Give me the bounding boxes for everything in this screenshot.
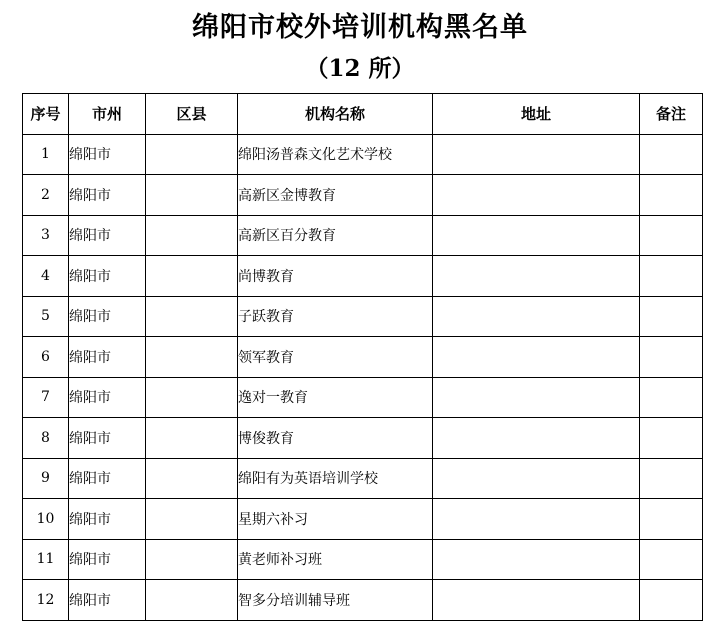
cell-city: 绵阳市: [69, 499, 146, 540]
cell-address: [433, 134, 640, 175]
cell-org-name: 博俊教育: [238, 418, 433, 459]
table-row: [23, 539, 703, 580]
cell-city: 绵阳市: [69, 458, 146, 499]
cell-address: [433, 458, 640, 499]
cell-city: 绵阳市: [69, 215, 146, 256]
cell-address: [433, 418, 640, 459]
cell-city: 绵阳市: [69, 539, 146, 580]
cell-org-name: 绵阳有为英语培训学校: [238, 458, 433, 499]
table-header-row: [23, 94, 703, 135]
cell-seq: 3: [23, 215, 69, 256]
cell-city: 绵阳市: [69, 256, 146, 297]
cell-note: [640, 134, 703, 175]
cell-note: [640, 539, 703, 580]
cell-city: 绵阳市: [69, 377, 146, 418]
cell-city: 绵阳市: [69, 418, 146, 459]
document-subtitle: （12 所）: [305, 55, 415, 82]
cell-district: [146, 175, 238, 216]
cell-address: [433, 499, 640, 540]
cell-address: [433, 256, 640, 297]
blacklist-table: [22, 93, 703, 621]
cell-district: [146, 499, 238, 540]
cell-district: [146, 256, 238, 297]
cell-city: 绵阳市: [69, 580, 146, 621]
table-row: [23, 296, 703, 337]
cell-district: [146, 539, 238, 580]
cell-org-name: 尚博教育: [238, 256, 433, 297]
cell-city: 绵阳市: [69, 134, 146, 175]
cell-org-name: 逸对一教育: [238, 377, 433, 418]
cell-note: [640, 175, 703, 216]
cell-seq: 10: [23, 499, 69, 540]
table-row: [23, 215, 703, 256]
cell-district: [146, 337, 238, 378]
cell-seq: 1: [23, 134, 69, 175]
table-row: [23, 499, 703, 540]
header-address: 地址: [433, 94, 640, 135]
header-org-name: 机构名称: [238, 94, 433, 135]
cell-city: 绵阳市: [69, 296, 146, 337]
cell-org-name: 领军教育: [238, 337, 433, 378]
cell-org-name: 绵阳汤普森文化艺术学校: [238, 134, 433, 175]
cell-district: [146, 215, 238, 256]
cell-district: [146, 134, 238, 175]
cell-org-name: 星期六补习: [238, 499, 433, 540]
cell-city: 绵阳市: [69, 175, 146, 216]
header-note: 备注: [640, 94, 703, 135]
cell-note: [640, 256, 703, 297]
cell-address: [433, 296, 640, 337]
cell-note: [640, 215, 703, 256]
cell-city: 绵阳市: [69, 337, 146, 378]
cell-org-name: 子跃教育: [238, 296, 433, 337]
cell-note: [640, 418, 703, 459]
header-city: 市州: [69, 94, 146, 135]
header-seq: 序号: [23, 94, 69, 135]
table-row: [23, 134, 703, 175]
cell-address: [433, 580, 640, 621]
cell-seq: 9: [23, 458, 69, 499]
cell-district: [146, 580, 238, 621]
cell-seq: 5: [23, 296, 69, 337]
cell-seq: 8: [23, 418, 69, 459]
cell-seq: 2: [23, 175, 69, 216]
document-title: 绵阳市校外培训机构黑名单: [192, 12, 528, 43]
cell-address: [433, 539, 640, 580]
cell-district: [146, 418, 238, 459]
cell-district: [146, 296, 238, 337]
table-row: [23, 337, 703, 378]
table-row: [23, 377, 703, 418]
cell-address: [433, 215, 640, 256]
table-row: [23, 580, 703, 621]
cell-seq: 12: [23, 580, 69, 621]
cell-org-name: 黄老师补习班: [238, 539, 433, 580]
cell-org-name: 高新区百分教育: [238, 215, 433, 256]
cell-seq: 7: [23, 377, 69, 418]
cell-note: [640, 458, 703, 499]
cell-seq: 11: [23, 539, 69, 580]
header-district: 区县: [146, 94, 238, 135]
cell-district: [146, 458, 238, 499]
cell-district: [146, 377, 238, 418]
cell-note: [640, 499, 703, 540]
cell-note: [640, 296, 703, 337]
table-row: [23, 256, 703, 297]
cell-seq: 6: [23, 337, 69, 378]
table-row: [23, 418, 703, 459]
cell-note: [640, 377, 703, 418]
cell-org-name: 智多分培训辅导班: [238, 580, 433, 621]
cell-seq: 4: [23, 256, 69, 297]
cell-address: [433, 377, 640, 418]
cell-note: [640, 580, 703, 621]
table-row: [23, 175, 703, 216]
cell-note: [640, 337, 703, 378]
table-row: [23, 458, 703, 499]
cell-org-name: 高新区金博教育: [238, 175, 433, 216]
cell-address: [433, 175, 640, 216]
cell-address: [433, 337, 640, 378]
table-body: [23, 134, 703, 620]
